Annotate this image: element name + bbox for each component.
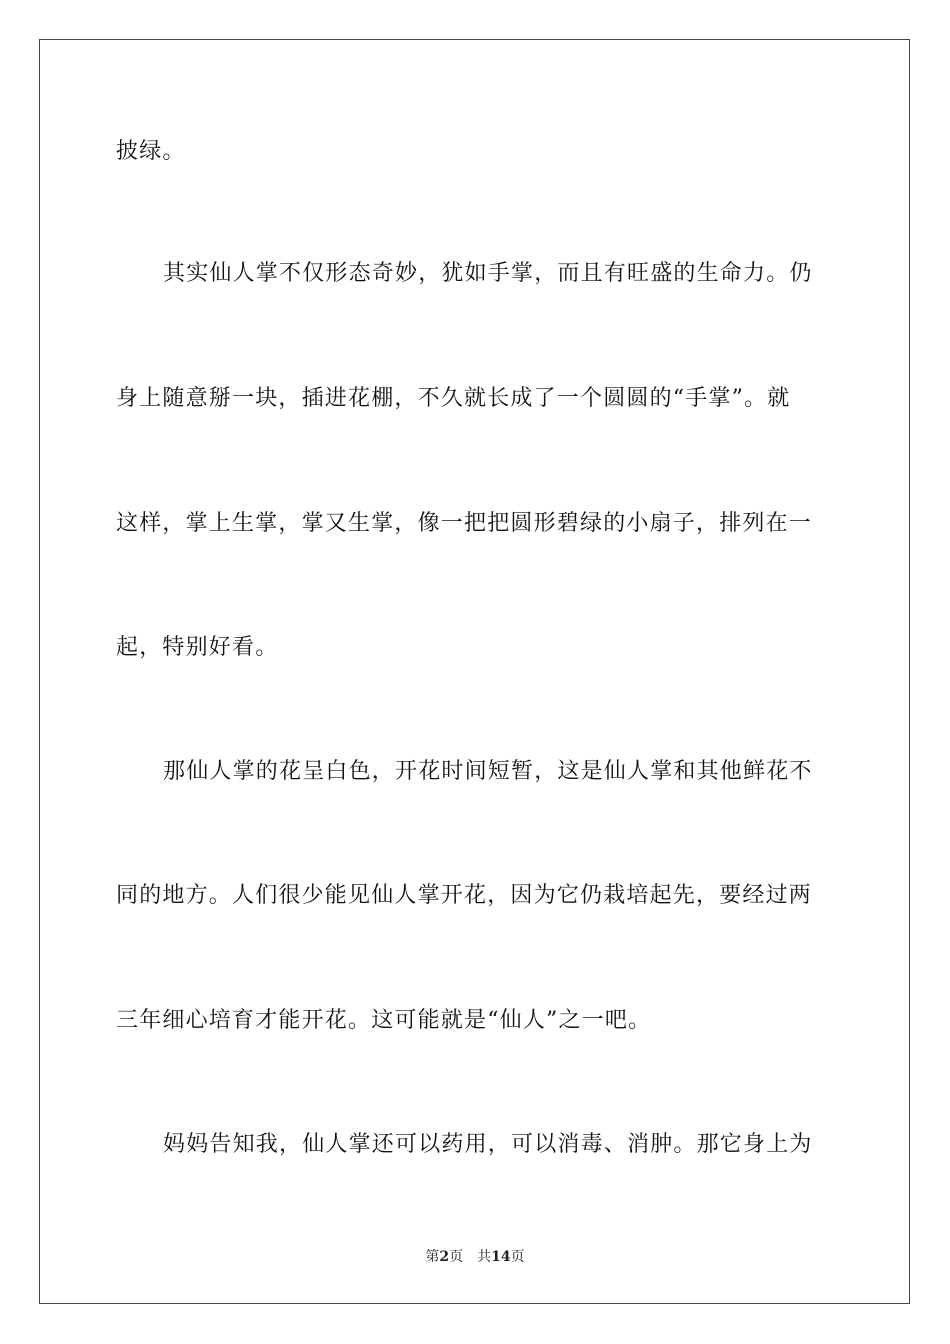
page-number-current: 2 <box>439 1249 450 1265</box>
paragraph-start: 妈妈告知我，仙人掌还可以药用，可以消毒、消肿。那它身上为 <box>163 1132 813 1157</box>
page-total-prefix: 共 <box>477 1249 492 1265</box>
text-line: 起，特别好看。 <box>116 635 279 660</box>
text-line: 同的地方。人们很少能见仙人掌开花，因为它仍栽培起先，要经过两 <box>116 883 813 908</box>
page-footer <box>0 1248 950 1266</box>
paragraph-start: 那仙人掌的花呈白色，开花时间短暂，这是仙人掌和其他鲜花不 <box>163 759 813 784</box>
paragraph-start: 其实仙人掌不仅形态奇妙，犹如手掌，而且有旺盛的生命力。仍 <box>163 261 813 286</box>
page-total-count: 14 <box>491 1249 511 1265</box>
text-line: 身上随意掰一块，插进花棚，不久就长成了一个圆圆的“手掌”。就 <box>116 386 791 411</box>
text-line: 披绿。 <box>116 139 186 164</box>
text-line: 这样，掌上生掌，掌又生掌，像一把把圆形碧绿的小扇子，排列在一 <box>116 511 813 536</box>
text-line: 三年细心培育才能开花。这可能就是“仙人”之一吧。 <box>116 1008 652 1033</box>
page-number-prefix: 第 <box>425 1249 440 1265</box>
page-total-unit: 页 <box>510 1249 525 1265</box>
page-frame <box>39 39 910 1304</box>
page-number-unit: 页 <box>449 1249 464 1265</box>
